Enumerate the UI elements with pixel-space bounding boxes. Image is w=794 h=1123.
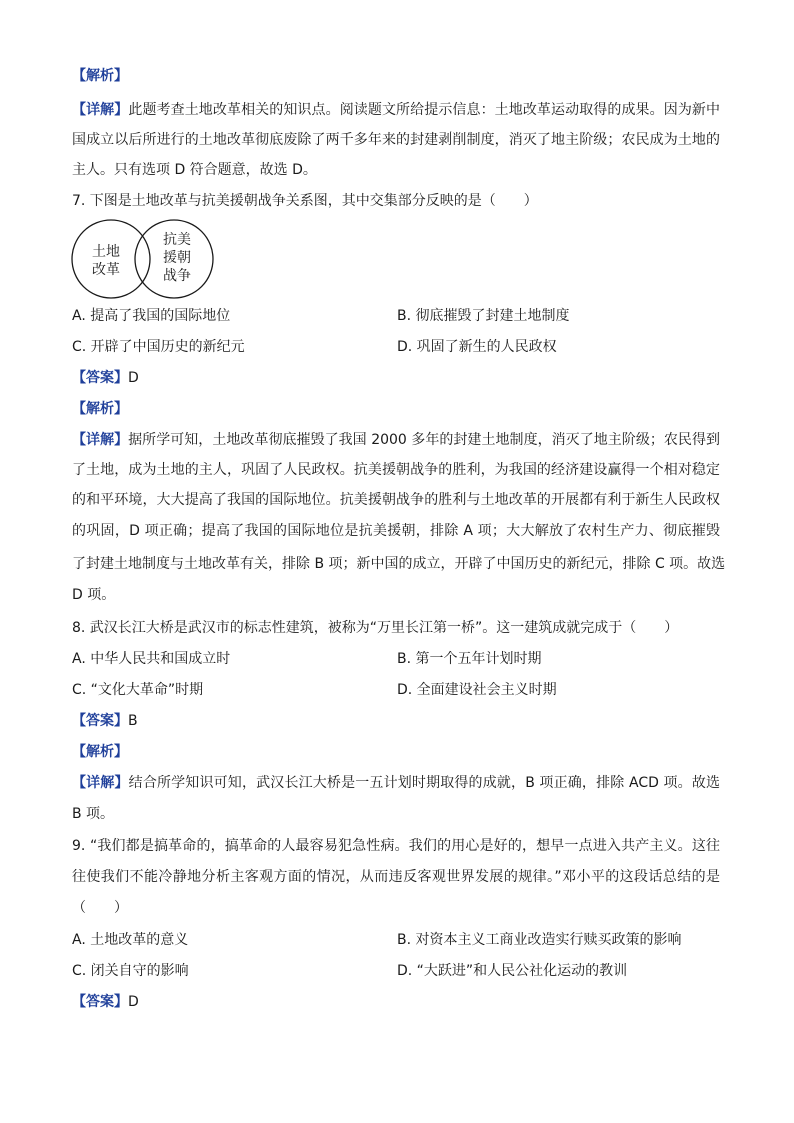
q7-stem: 7. 下图是土地改革与抗美援朝战争关系图，其中交集部分反映的是（ ） xyxy=(72,193,538,209)
q8-detail-line-2: B 项。 xyxy=(72,806,115,822)
q9-option-b: B. 对资本主义工商业改造实行赎买政策的影响 xyxy=(397,932,682,948)
q9-option-d: D. “大跃进”和人民公社化运动的教训 xyxy=(397,963,628,979)
detail-tag: 【详解】 xyxy=(72,432,129,448)
q6-detail-line-1 xyxy=(72,100,720,120)
analysis-tag: 【解析】 xyxy=(72,68,128,84)
korean-war-label-line-3: 战争 xyxy=(163,268,191,284)
q8-option-d: D. 全面建设社会主义时期 xyxy=(397,682,557,698)
detail-tag: 【详解】 xyxy=(72,102,129,118)
q8-detail-text-1: 结合所学知识可知，武汉长江大桥是一五计划时期取得的成就，B 项正确，排除 ACD 项。故选 xyxy=(128,775,721,791)
q7-option-c: C. 开辟了中国历史的新纪元 xyxy=(72,339,245,355)
q7-detail-line-2: 了土地，成为土地的主人，巩固了人民政权。抗美援朝战争的胜利，为我国的经济建设赢得一个相对稳定 xyxy=(72,462,720,478)
q9-answer: D xyxy=(128,994,139,1010)
q8-option-c: C. “文化大革命”时期 xyxy=(72,682,204,698)
q7-answer: D xyxy=(128,370,139,386)
q8-answer: B xyxy=(128,713,138,729)
korean-war-label-line-1: 抗美 xyxy=(163,232,191,248)
q7-option-b: B. 彻底摧毁了封建土地制度 xyxy=(397,308,570,324)
q7-option-d: D. 巩固了新生的人民政权 xyxy=(397,339,557,355)
q7-detail-line-6: D 项。 xyxy=(72,587,116,603)
q7-detail-line-5: 了封建土地制度与土地改革有关，排除 B 项；新中国的成立，开辟了中国历史的新纪元，排除 C 项。故选 xyxy=(72,556,726,572)
q8-option-a: A. 中华人民共和国成立时 xyxy=(72,651,231,667)
q9-answer-line xyxy=(72,992,139,1012)
analysis-tag: 【解析】 xyxy=(72,744,128,760)
answer-tag: 【答案】 xyxy=(72,370,128,386)
q9-stem-line-2: 往使我们不能冷静地分析主客观方面的情况，从而违反客观世界发展的规律。”邓小平的这段话总结的是 xyxy=(72,869,720,885)
q8-stem: 8. 武汉长江大桥是武汉市的标志性建筑，被称为“万里长江第一桥”。这一建筑成就完成于（ ） xyxy=(72,620,679,636)
q7-detail-line-3: 的和平环境，大大提高了我国的国际地位。抗美援朝战争的胜利与土地改革的开展都有利于新生人民政权 xyxy=(72,492,720,508)
korean-war-label xyxy=(157,231,197,285)
q8-option-b: B. 第一个五年计划时期 xyxy=(397,651,542,667)
q7-option-a: A. 提高了我国的国际地位 xyxy=(72,308,231,324)
land-reform-label xyxy=(86,243,126,279)
q7-detail-text-1: 据所学可知，土地改革彻底摧毁了我国 2000 多年的封建土地制度，消灭了地主阶级；农民得到 xyxy=(128,432,721,448)
q8-answer-line xyxy=(72,711,138,731)
q9-stem-line-1: 9. “我们都是搞革命的，搞革命的人最容易犯急性病。我们的用心是好的，想早一点进入共产主义。这往 xyxy=(72,838,720,854)
venn-diagram xyxy=(70,219,220,301)
q9-stem-line-3: （ ） xyxy=(72,900,128,916)
q9-option-a: A. 土地改革的意义 xyxy=(72,932,189,948)
land-reform-label-line-1: 土地 xyxy=(92,244,120,260)
q6-detail-text-1: 此题考查土地改革相关的知识点。阅读题文所给提示信息：土地改革运动取得的成果。因为新中 xyxy=(128,102,721,118)
answer-tag: 【答案】 xyxy=(72,994,128,1010)
q7-detail-line-1 xyxy=(72,430,720,450)
q6-detail-line-2: 国成立以后所进行的土地改革彻底废除了两千多年来的封建剥削制度，消灭了地主阶级；农民成为土地的 xyxy=(72,132,720,148)
q7-answer-line xyxy=(72,368,139,388)
q9-option-c: C. 闭关自守的影响 xyxy=(72,963,189,979)
answer-tag: 【答案】 xyxy=(72,713,128,729)
q8-detail-line-1 xyxy=(72,773,720,793)
q7-detail-line-4: 的巩固，D 项正确；提高了我国的国际地位是抗美援朝，排除 A 项；大大解放了农村生产力、彻底摧毁 xyxy=(72,523,720,539)
analysis-tag: 【解析】 xyxy=(72,401,128,417)
detail-tag: 【详解】 xyxy=(72,775,129,791)
korean-war-label-line-2: 援朝 xyxy=(163,250,191,266)
q6-detail-line-3: 主人。只有选项 D 符合题意，故选 D。 xyxy=(72,162,317,178)
land-reform-label-line-2: 改革 xyxy=(92,262,120,278)
